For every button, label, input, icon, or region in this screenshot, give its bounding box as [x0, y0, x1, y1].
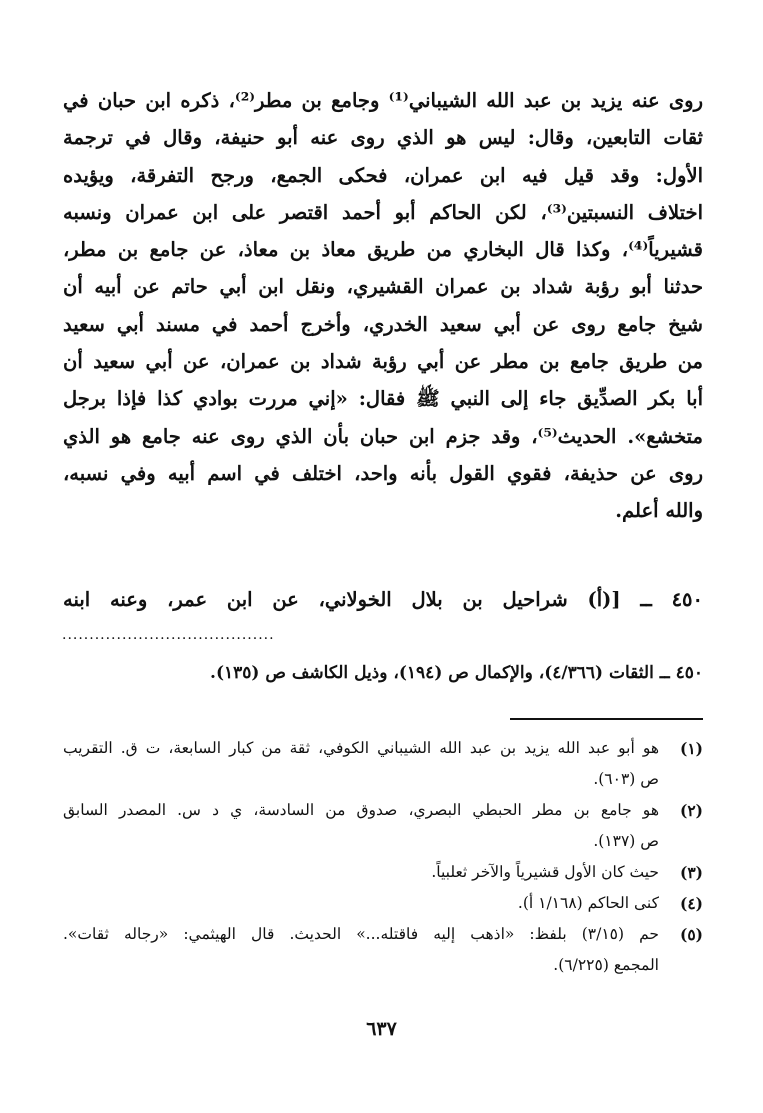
footnote-number: (٣)	[679, 863, 703, 882]
footnote-number: (٥)	[679, 925, 703, 944]
footnote-body	[63, 857, 659, 888]
main-text-line: حدثنا أبو رؤبة شداد بن عمران القشيري، ونقل ابن أبي حاتم عن أبيه أن	[63, 275, 703, 299]
main-text-line: شيخ جامع روى عن أبي سعيد الخدري، وأخرج أحمد في مسند أبي سعيد	[63, 312, 703, 336]
main-text-line: أبا بكر الصدِّيق جاء إلى النبي ﷺ فقال: «إني مررت بوادي كذا فإذا برجل	[63, 387, 703, 411]
footnote-line: ص (١٣٧).	[593, 832, 659, 850]
footnote	[63, 733, 703, 795]
main-text-block	[63, 82, 703, 530]
footnote-divider	[510, 718, 703, 720]
footnote	[63, 795, 703, 857]
page-number: ٦٣٧	[366, 1018, 397, 1040]
footnote-line: حيث كان الأول قشيرياً والآخر ثعلبياً.	[431, 863, 659, 881]
footnote-line: ص (٦٠٣).	[593, 770, 659, 788]
footnote-body	[63, 733, 659, 795]
footnote	[63, 888, 703, 919]
footnote-body	[63, 888, 659, 919]
footnote-line: المجمع (٦/٢٢٥).	[553, 956, 659, 974]
main-text-line: ثقات التابعين، وقال: ليس هو الذي روى عنه أبو حنيفة، وقال في ترجمة	[63, 126, 703, 150]
footnote-body	[63, 919, 659, 981]
footnote-line: حم (٣/١٥) بلفظ: «اذهب إليه فاقتله...» الحديث. قال الهيثمي: «رجاله ثقات».	[63, 925, 659, 943]
footnote-body	[63, 795, 659, 857]
footnotes-block	[63, 733, 703, 981]
footnote-number: (٤)	[679, 894, 703, 913]
dotted-separator: .......................................	[62, 627, 275, 643]
main-text-line: والله أعلم.	[615, 499, 703, 523]
main-text-line: اختلاف النسبتين⁽³⁾، لكن الحاكم أبو أحمد اقتصر على ابن عمران ونسبه	[63, 200, 703, 224]
footnote-line: هو جامع بن مطر الحبطي البصري، صدوق من السادسة، ي د س. المصدر السابق	[63, 801, 659, 819]
entry-450-heading: ٤٥٠ ــ [(أ) شراحيل بن بلال الخولاني، عن ابن عمر، وعنه ابنه	[63, 588, 703, 611]
main-text-line: الأول: وقد قيل فيه ابن عمران، فحكى الجمع، ورجح التفرقة، ويؤيده	[63, 163, 703, 187]
main-text-line: روى عنه يزيد بن عبد الله الشيباني⁽¹⁾ وجامع بن مطر⁽²⁾، ذكره ابن حبان في	[63, 89, 703, 112]
main-text-line: متخشع». الحديث⁽⁵⁾، وقد جزم ابن حبان بأن الذي روى عنه جامع هو الذي	[63, 424, 703, 448]
main-text-line: من طريق جامع بن مطر عن أبي رؤبة شداد بن عمران، عن أبي سعيد أن	[63, 350, 703, 374]
entry-450-sources: ٤٥٠ ــ الثقات (٤/٣٦٦)، والإكمال ص (١٩٤)، وذيل الكاشف ص (١٣٥).	[210, 663, 703, 683]
footnote-line: كنى الحاكم (١/١٦٨ أ).	[517, 894, 659, 912]
main-text-line: روى عن حذيفة، فقوي القول بأنه واحد، اختلف في اسم أبيه وفي نسبه،	[63, 461, 703, 485]
footnote-line: هو أبو عبد الله يزيد بن عبد الله الشيباني الكوفي، ثقة من كبار السابعة، ت ق. التقريب	[63, 739, 659, 757]
footnote-number: (١)	[679, 739, 703, 758]
main-text-line: قشيرياً⁽⁴⁾، وكذا قال البخاري من طريق معاذ بن معاذ، عن جامع بن مطر،	[63, 238, 703, 262]
footnote	[63, 857, 703, 888]
footnote-number: (٢)	[679, 801, 703, 820]
footnote	[63, 919, 703, 981]
